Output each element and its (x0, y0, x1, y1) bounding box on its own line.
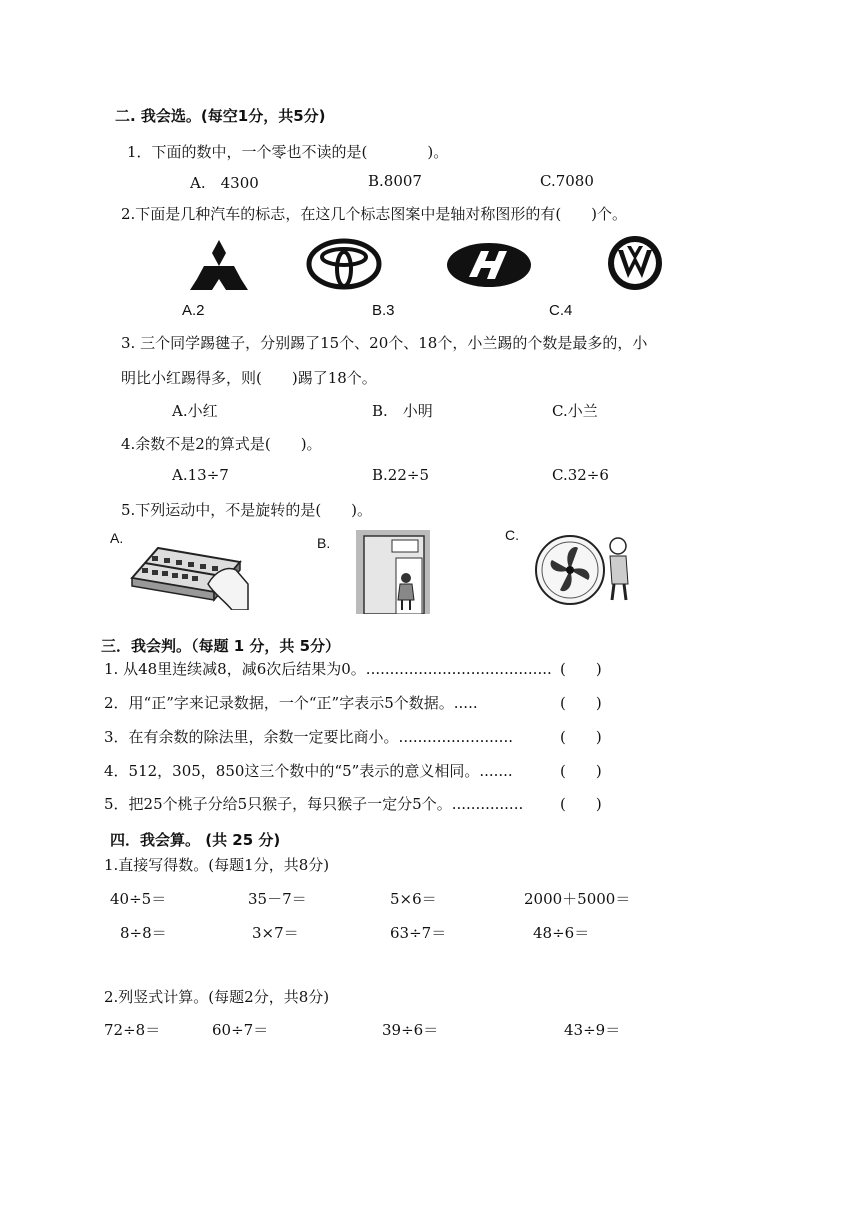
judge-item-1-text: 1. 从48里连续减8，减6次后结果为0。....................................... (104, 660, 552, 678)
section2-title: 二. 我会选。(每空1分，共5分) (115, 107, 326, 125)
toyota-logo (306, 238, 382, 290)
calc-1-6: 3×7＝ (252, 924, 299, 942)
mitsubishi-logo (190, 240, 248, 290)
hyundai-logo (445, 241, 533, 289)
section3-title: 三．我会判。（每题 1 分，共 5分） (101, 637, 341, 655)
q4-option-a: A.13÷7 (172, 466, 229, 484)
q5-option-c: C. (505, 527, 519, 543)
q5-text: 5.下列运动中，不是旋转的是( )。 (121, 501, 373, 519)
judge-item-1-paren: ( ) (560, 660, 602, 678)
door-picture (356, 530, 430, 614)
q3-line2: 明比小红踢得多，则( )踢了18个。 (121, 369, 377, 387)
fan-picture (532, 528, 636, 608)
calc-1-3: 5×6＝ (390, 890, 437, 908)
q3-option-a: A.小红 (172, 402, 218, 420)
q1-option-b: B.8007 (368, 172, 422, 190)
judge-item-4-text: 4．512，305，850这三个数中的“5”表示的意义相同。....... (104, 762, 513, 780)
calc-2-2: 60÷7＝ (212, 1021, 269, 1039)
calc-1-1: 40÷5＝ (110, 890, 167, 908)
calc-part1-title: 1.直接写得数。(每题1分，共8分) (104, 856, 330, 874)
judge-item-5-text: 5．把25个桃子分给5只猴子，每只猴子一定分5个。............... (104, 795, 524, 813)
q3-line1: 3. 三个同学踢毽子，分别踢了15个、20个、18个，小兰踢的个数是最多的，小 (121, 334, 648, 352)
q1-option-a: A. 4300 (190, 174, 259, 192)
q2-option-c: C.4 (549, 302, 573, 319)
q2-option-a: A.2 (182, 302, 205, 319)
calc-part2-title: 2.列竖式计算。(每题2分，共8分) (104, 988, 330, 1006)
judge-item-2-paren: ( ) (560, 694, 602, 712)
volkswagen-logo (606, 234, 664, 292)
q4-text: 4.余数不是2的算式是( )。 (121, 435, 322, 453)
q2-option-b: B.3 (372, 302, 395, 319)
q1-text: 1．下面的数中，一个零也不读的是( )。 (127, 143, 449, 161)
q1-option-c: C.7080 (540, 172, 594, 190)
q4-option-c: C.32÷6 (552, 466, 609, 484)
judge-item-4-paren: ( ) (560, 762, 602, 780)
q5-option-a: A. (110, 530, 124, 546)
judge-item-3-text: 3．在有余数的除法里，余数一定要比商小。........................ (104, 728, 513, 746)
q3-option-c: C.小兰 (552, 402, 598, 420)
calc-2-3: 39÷6＝ (382, 1021, 439, 1039)
q4-option-b: B.22÷5 (372, 466, 429, 484)
abacus-picture (128, 540, 250, 610)
judge-item-5-paren: ( ) (560, 795, 602, 813)
calc-1-2: 35－7＝ (248, 890, 307, 908)
calc-1-5: 8÷8＝ (120, 924, 167, 942)
calc-1-7: 63÷7＝ (390, 924, 447, 942)
judge-item-3-paren: ( ) (560, 728, 602, 746)
q3-option-b: B. 小明 (372, 402, 433, 420)
q5-option-b: B. (317, 535, 331, 551)
calc-1-4: 2000＋5000＝ (524, 890, 631, 908)
calc-2-1: 72÷8＝ (104, 1021, 161, 1039)
q2-text: 2.下面是几种汽车的标志，在这几个标志图案中是轴对称图形的有( )个。 (121, 205, 628, 223)
calc-2-4: 43÷9＝ (564, 1021, 621, 1039)
calc-1-8: 48÷6＝ (533, 924, 590, 942)
judge-item-2-text: 2．用“正”字来记录数据，一个“正”字表示5个数据。..... (104, 694, 478, 712)
section4-title: 四．我会算。 (共 25 分) (110, 831, 281, 849)
